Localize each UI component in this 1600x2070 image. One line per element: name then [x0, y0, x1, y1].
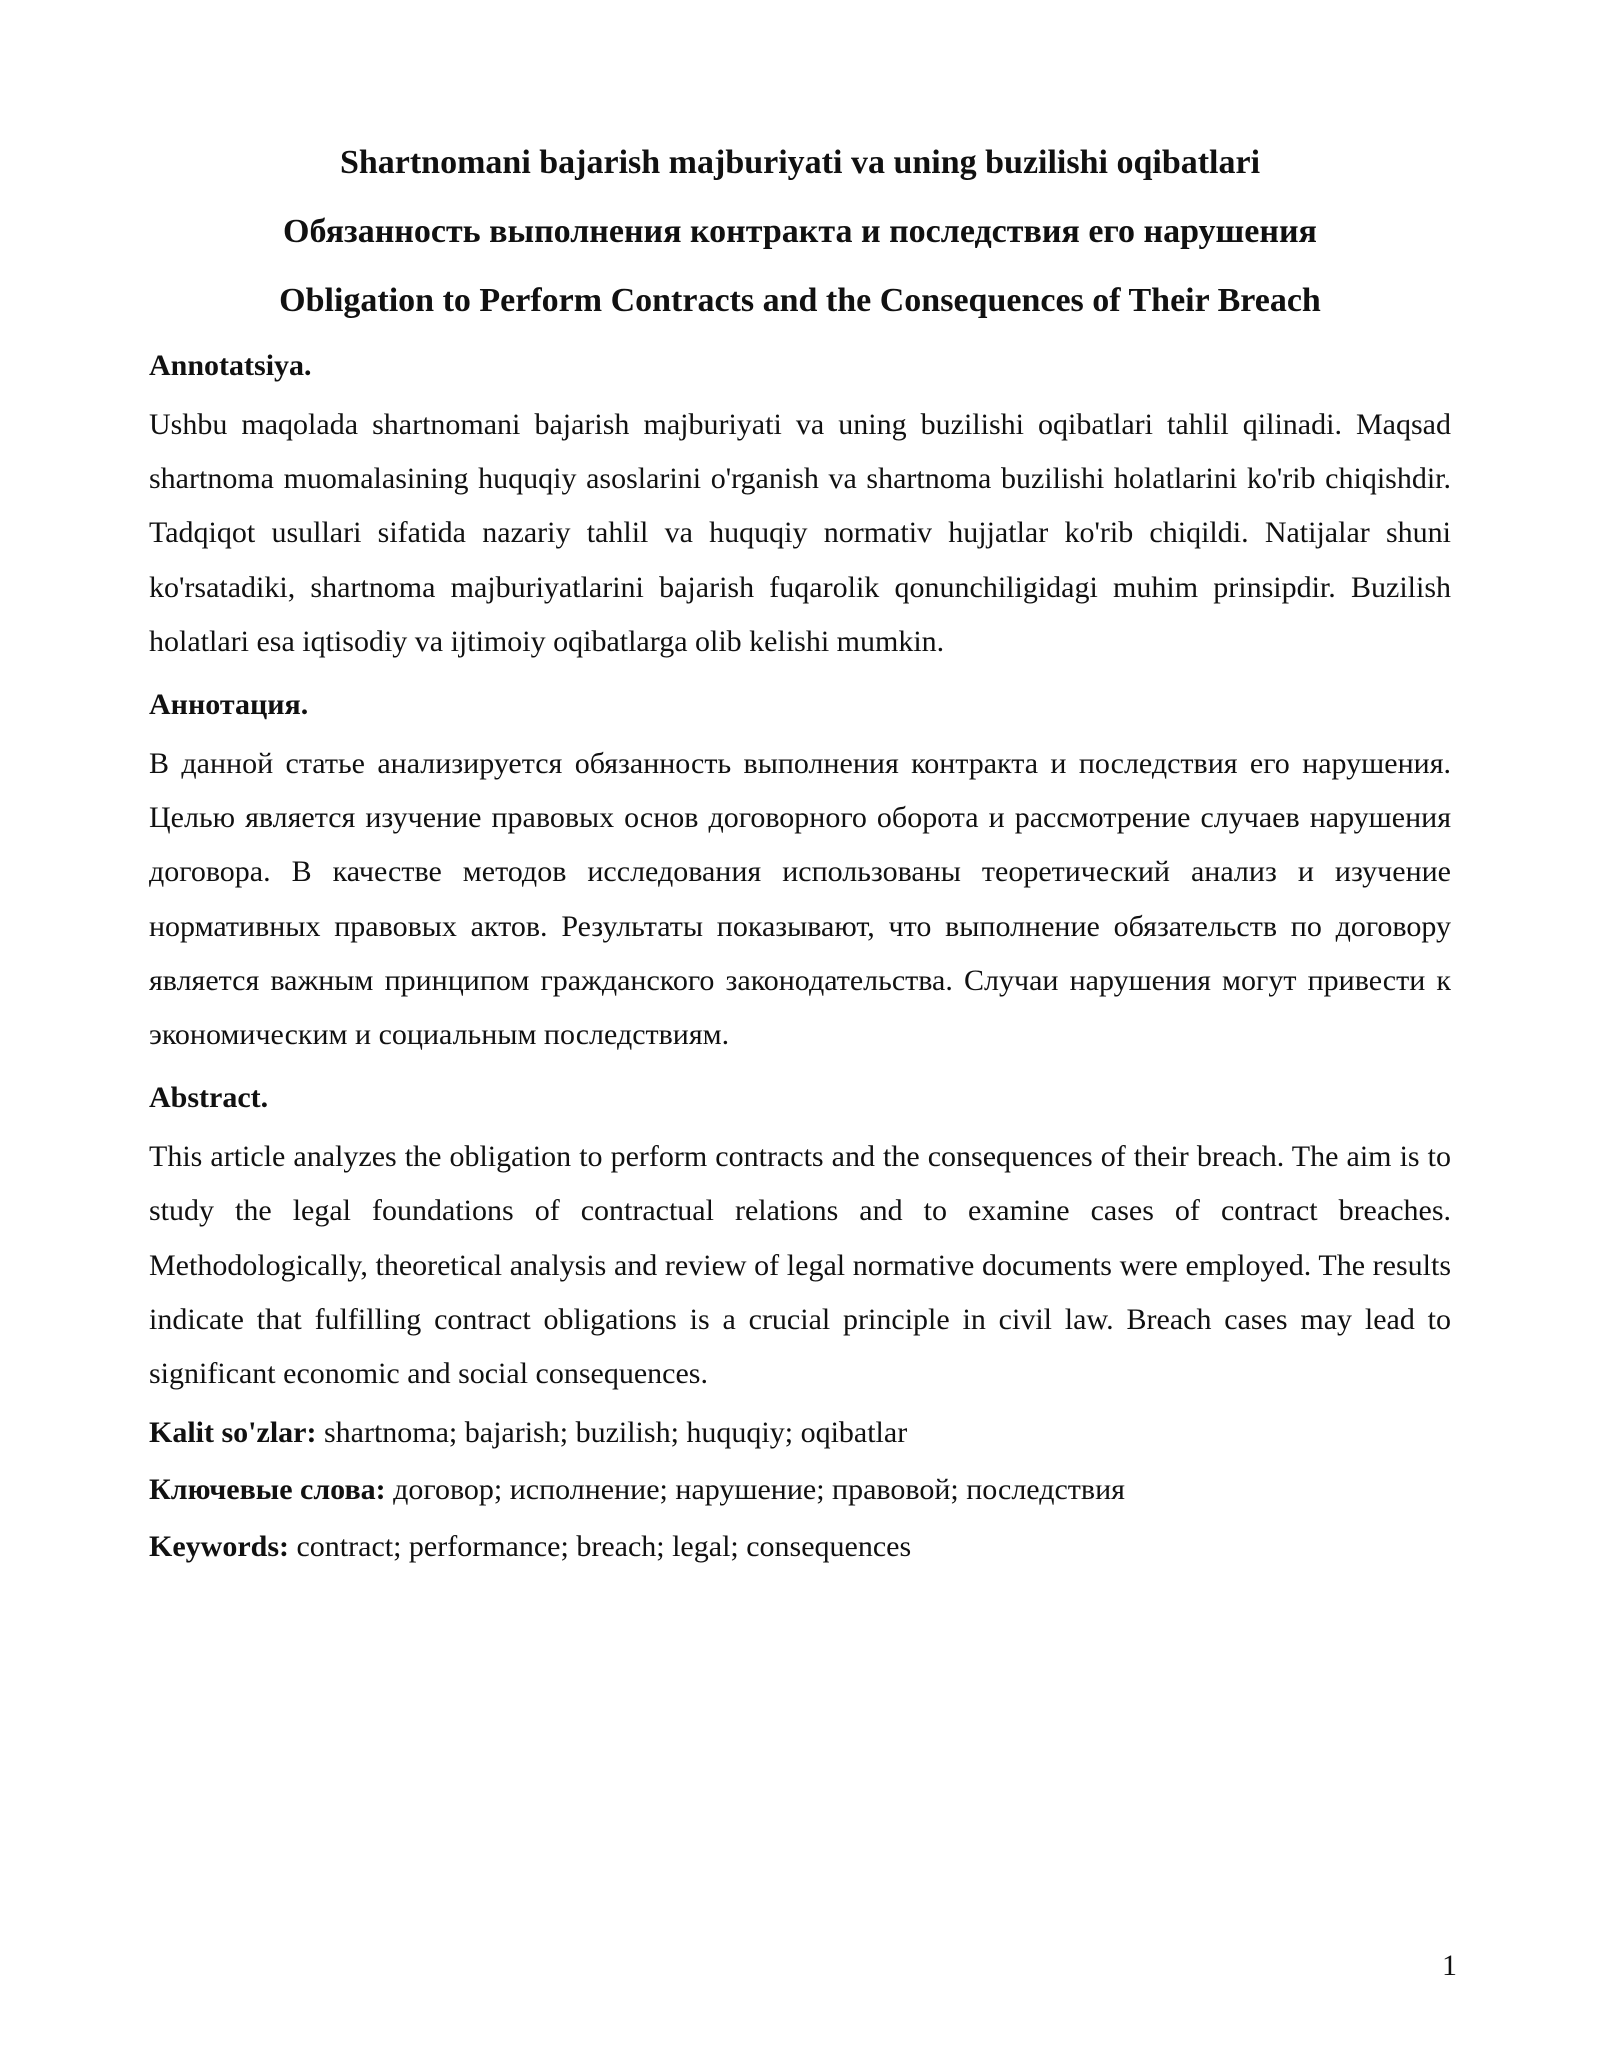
abstract-english-heading: Abstract. — [149, 1081, 269, 1115]
abstract-russian-section — [149, 685, 1451, 1062]
keywords-uzbek-label: Kalit so'zlar: — [149, 1416, 317, 1450]
keywords-russian-label: Ключевые слова: — [149, 1473, 386, 1507]
abstract-russian-heading: Аннотация. — [149, 688, 309, 722]
title-english: Obligation to Perform Contracts and the Consequences of Their Breach — [279, 282, 1321, 319]
title-russian: Обязанность выполнения контракта и последствия его нарушения — [283, 213, 1317, 250]
title-uzbek: Shartnomani bajarish majburiyati va uning buzilishi oqibatlari — [339, 144, 1261, 181]
keywords-russian — [149, 1470, 1451, 1510]
abstract-uzbek-text: Ushbu maqolada shartnomani bajarish majburiyati va uning buzilishi oqibatlari tahlil qilinadi. Maqsad shartnoma muomalasining huquqiy asoslarini o'rganish va shartnoma buzilishi holatlarini ko'rib chiqishdir. Tadqiqot usullari sifatida nazariy tahlil va huquqiy normativ hujjatlar ko'rib chiqildi. Natijalar shuni ko'rsatadiki, shartnoma majburiyatlarini bajarish fuqarolik qonunchiligidagi muhim prinsipdir. Buzilish holatlari esa iqtisodiy va ijtimoiy oqibatlarga olib kelishi mumkin. — [149, 408, 1451, 658]
paper-page — [149, 140, 1451, 1584]
keywords-russian-value: договор; исполнение; нарушение; правовой; последствия — [385, 1473, 1125, 1507]
abstract-english-section — [149, 1078, 1451, 1401]
keywords-english-label: Keywords: — [149, 1530, 289, 1564]
abstract-russian-text: В данной статье анализируется обязанность выполнения контракта и последствия его нарушения. Целью является изучение правовых основ договорного оборота и рассмотрение случаев нарушения договора. В качестве методов исследования использованы теоретический анализ и изучение нормативных правовых актов. Результаты показывают, что выполнение обязательств по договору является важным принципом гражданского законодательства. Случаи нарушения могут привести к экономическим и социальным последствиям. — [149, 747, 1451, 1052]
keywords-english — [149, 1527, 1451, 1567]
keywords-english-value: contract; performance; breach; legal; consequences — [288, 1530, 912, 1564]
keywords-uzbek-value: shartnoma; bajarish; buzilish; huquqiy; oqibatlar — [316, 1416, 908, 1450]
abstract-uzbek-heading: Annotatsiya. — [149, 349, 312, 382]
page-number: 1 — [1442, 1949, 1457, 1982]
keywords-uzbek — [149, 1413, 1451, 1453]
abstract-uzbek-section — [149, 346, 1451, 669]
abstract-english-text: This article analyzes the obligation to perform contracts and the consequences of their breach. The aim is to study the legal foundations of contractual relations and to examine cases of contract breaches. Methodologically, theoretical analysis and review of legal normative documents were employed. The results indicate that fulfilling contract obligations is a crucial principle in civil law. Breach cases may lead to significant economic and social consequences. — [149, 1140, 1451, 1391]
